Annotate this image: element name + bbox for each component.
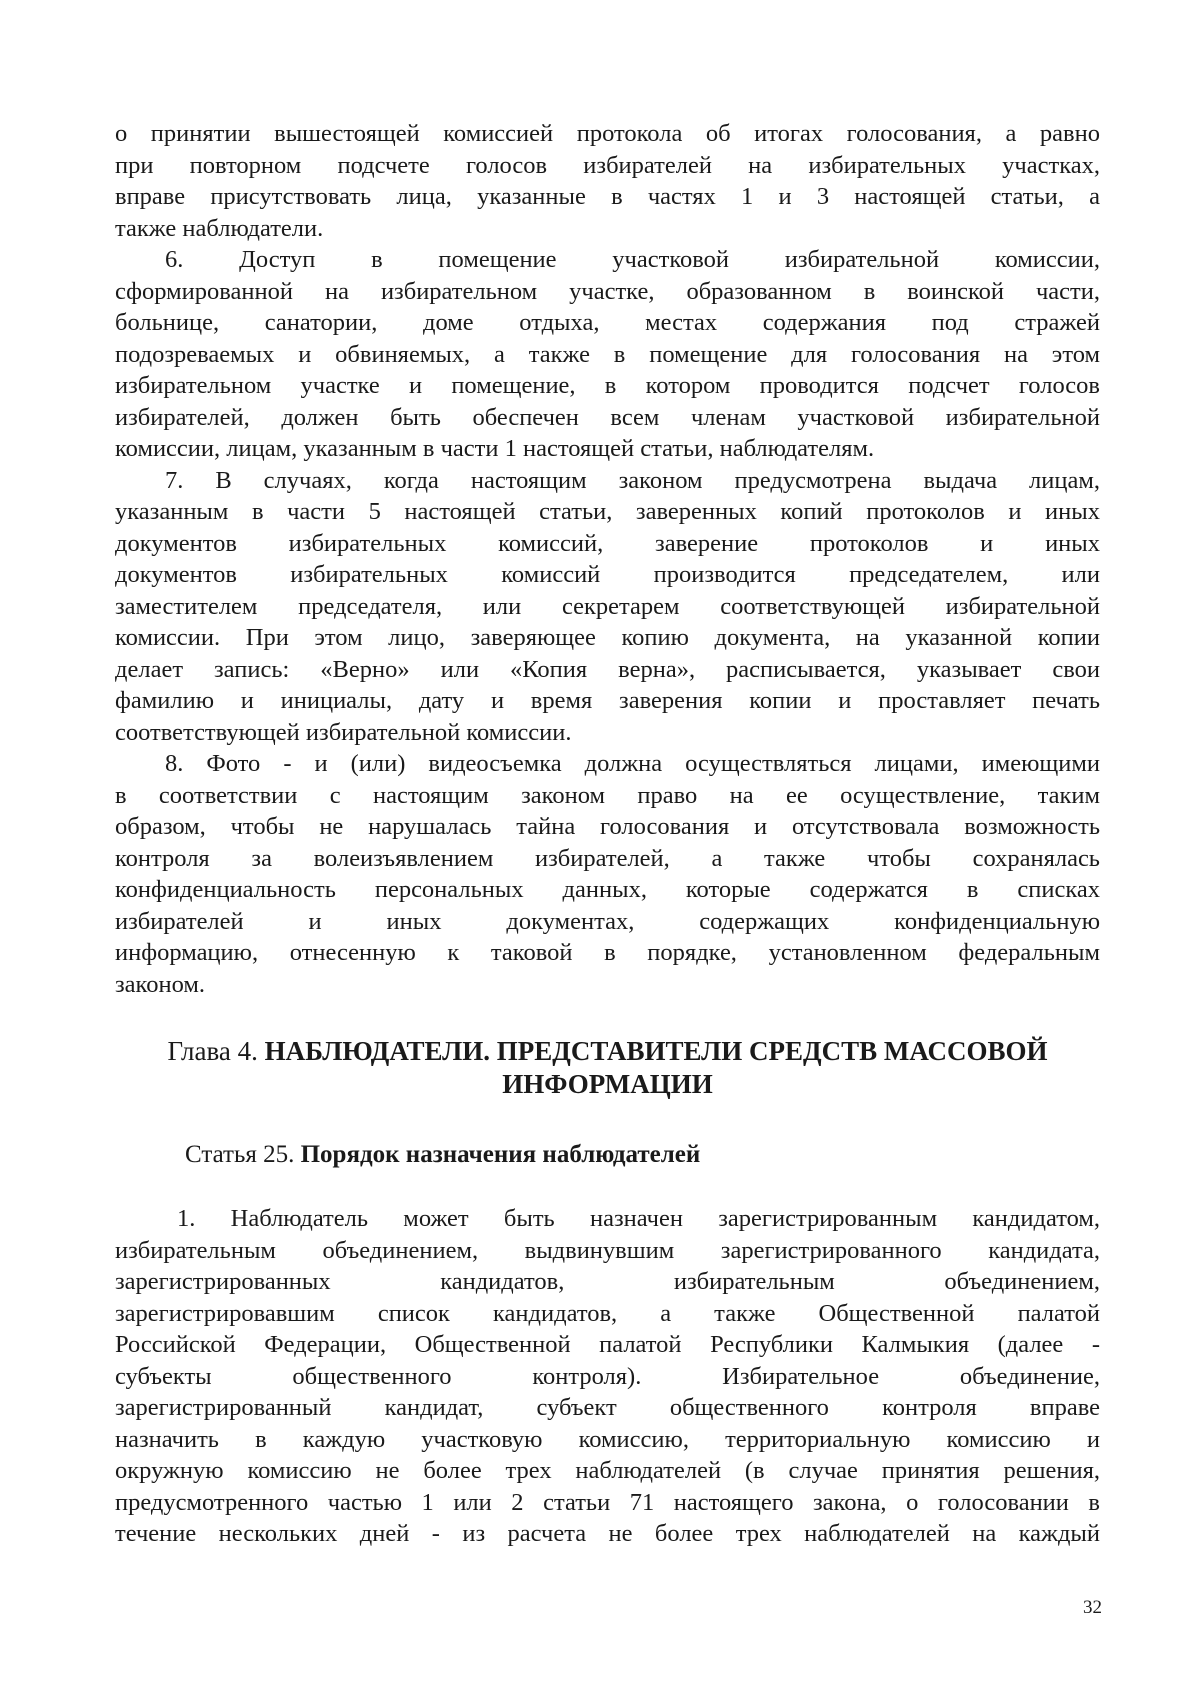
text-line: зарегистрированных кандидатов, избирательным объединением, xyxy=(115,1268,1100,1295)
text-line: избирательным объединением, выдвинувшим зарегистрированного кандидата, xyxy=(115,1236,1100,1264)
text-line: зарегистрированный кандидат, субъект общественного контроля вправе xyxy=(115,1394,1100,1421)
chapter-number: Глава 4. xyxy=(167,1036,258,1066)
page-number: 32 xyxy=(1083,1597,1102,1618)
chapter-title-line-1: НАБЛЮДАТЕЛИ. ПРЕДСТАВИТЕЛИ СРЕДСТВ МАССОВОЙ xyxy=(264,1036,1048,1066)
text-line: избирателей и иных документах, содержащих конфиденциальную xyxy=(115,907,1100,935)
text-line: вправе присутствовать лица, указанные в частях 1 и 3 настоящей статьи, а xyxy=(115,183,1100,210)
text-line: документов избирательных комиссий производится председателем, или xyxy=(115,561,1100,588)
text-line: соответствующей избирательной комиссии. xyxy=(115,718,572,746)
text-line: 6. Доступ в помещение участковой избирательной комиссии, xyxy=(165,246,1100,273)
text-line: информацию, отнесенную к таковой в порядке, установленном федеральным xyxy=(115,939,1100,966)
text-line: документов избирательных комиссий, заверение протоколов и иных xyxy=(115,529,1100,557)
text-line: указанным в части 5 настоящей статьи, заверенных копий протоколов и иных xyxy=(115,498,1100,525)
text-line: зарегистрировавшим список кандидатов, а также Общественной палатой xyxy=(115,1299,1100,1327)
text-line: также наблюдатели. xyxy=(115,214,324,242)
text-line: избирателей, должен быть обеспечен всем членам участковой избирательной xyxy=(115,403,1100,431)
text-line: конфиденциальность персональных данных, которые содержатся в списках xyxy=(115,876,1100,903)
text-line: заместителем председателя, или секретарем соответствующей избирательной xyxy=(115,592,1100,620)
text-line: Российской Федерации, Общественной палатой Республики Калмыкия (далее - xyxy=(115,1331,1100,1358)
text-line: субъекты общественного контроля). Избирательное объединение, xyxy=(115,1362,1100,1390)
text-line: 7. В случаях, когда настоящим законом предусмотрена выдача лицам, xyxy=(165,466,1100,494)
text-line: фамилию и инициалы, дату и время заверения копии и проставляет печать xyxy=(115,687,1100,714)
text-line: окружную комиссию не более трех наблюдателей (в случае принятия решения, xyxy=(115,1457,1100,1484)
text-line: сформированной на избирательном участке, образованном в воинской части, xyxy=(115,277,1100,305)
article-heading xyxy=(185,1139,1100,1170)
text-line: 8. Фото - и (или) видеосъемка должна осуществляться лицами, имеющими xyxy=(165,750,1100,777)
text-line: законом. xyxy=(115,970,205,998)
text-line: контроля за волеизъявлением избирателей, а также чтобы сохранялась xyxy=(115,844,1100,872)
paragraph-1 xyxy=(115,1203,1100,1550)
text-line: образом, чтобы не нарушалась тайна голосования и отсутствовала возможность xyxy=(115,813,1100,840)
text-line: комиссии, лицам, указанным в части 1 настоящей статьи, наблюдателям. xyxy=(115,435,875,462)
text-line: предусмотренного частью 1 или 2 статьи 71 настоящего закона, о голосовании в xyxy=(115,1488,1100,1516)
text-line: течение нескольких дней - из расчета не более трех наблюдателей на каждый xyxy=(115,1520,1100,1547)
chapter-title-line-2: ИНФОРМАЦИИ xyxy=(502,1069,713,1099)
paragraph-6 xyxy=(115,244,1100,465)
paragraph-7 xyxy=(115,465,1100,749)
article-title: Порядок назначения наблюдателей xyxy=(300,1141,701,1168)
text-line: в соответствии с настоящим законом право на ее осуществление, таким xyxy=(115,781,1100,809)
spacer xyxy=(115,1170,1100,1203)
text-line: комиссии. При этом лицо, заверяющее копию документа, на указанной копии xyxy=(115,624,1100,651)
text-line: о принятии вышестоящей комиссией протокола об итогах голосования, а равно xyxy=(115,120,1100,147)
continuation-paragraph xyxy=(115,118,1100,244)
article-number: Статья 25. xyxy=(185,1141,295,1168)
text-line: при повторном подсчете голосов избирателей на избирательных участках, xyxy=(115,151,1100,179)
text-line: 1. Наблюдатель может быть назначен зарегистрированным кандидатом, xyxy=(177,1205,1100,1232)
paragraph-8 xyxy=(115,748,1100,1000)
text-line: больнице, санатории, доме отдыха, местах содержания под стражей xyxy=(115,309,1100,336)
document-page xyxy=(115,118,1100,1550)
text-line: подозреваемых и обвиняемых, а также в помещение для голосования на этом xyxy=(115,340,1100,368)
chapter-heading xyxy=(115,1035,1100,1101)
text-line: делает запись: «Верно» или «Копия верна», расписывается, указывает свои xyxy=(115,655,1100,683)
text-line: избирательном участке и помещение, в котором проводится подсчет голосов xyxy=(115,372,1100,399)
text-line: назначить в каждую участковую комиссию, территориальную комиссию и xyxy=(115,1425,1100,1453)
